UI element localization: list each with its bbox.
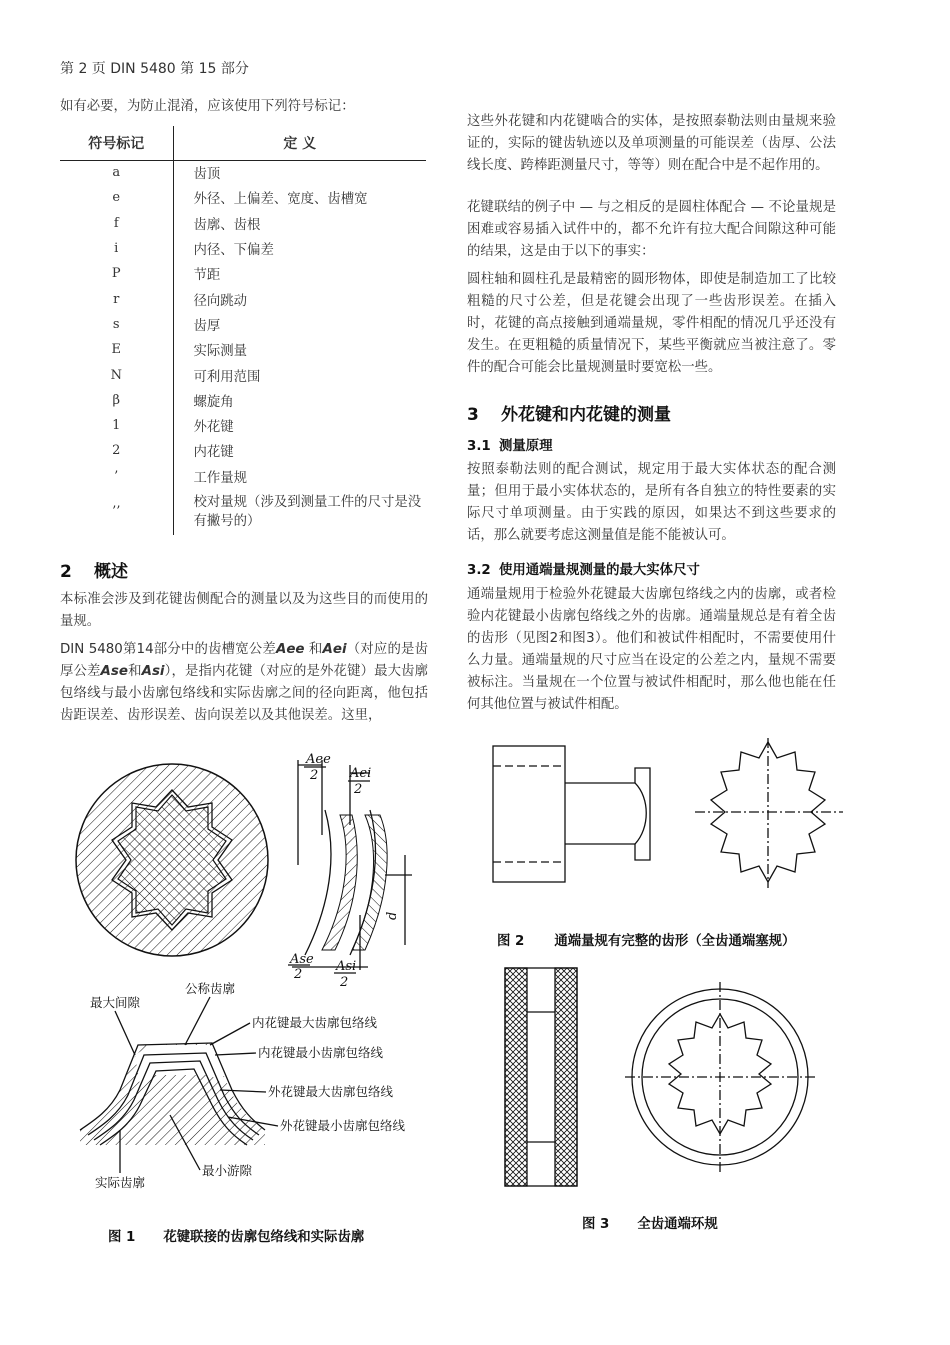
symbol-aee: Aee [275, 642, 305, 657]
label-aei-denominator: 2 [354, 782, 363, 797]
definition-cell: 齿厚 [193, 318, 221, 334]
section-2-heading [60, 557, 128, 582]
label-max-clearance: 最大间隙 [90, 995, 141, 1010]
section-title: 外花键和内花键的测量 [501, 405, 671, 425]
table-row [60, 286, 426, 311]
figure-2-drawing [485, 738, 860, 888]
label-aee-denominator: 2 [310, 768, 319, 783]
figure-number: 图 3 [582, 1217, 610, 1232]
label-aee: Aee [306, 752, 331, 767]
figure-number: 图 1 [108, 1230, 136, 1245]
definition-cell: 螺旋角 [193, 394, 234, 410]
ring-gauge-end-view [625, 982, 815, 1172]
definition-cell: 外花键 [193, 420, 234, 436]
definition-cell: 内径、下偏差 [193, 243, 274, 259]
table-row [60, 337, 426, 362]
subsection-number: 3.2 [467, 563, 491, 578]
table-row [60, 438, 426, 463]
label-aei: Aei [350, 766, 372, 781]
figure-caption-text: 通端量规有完整的齿形（全齿通端塞规） [554, 934, 796, 949]
symbol-cell: s [60, 312, 173, 337]
text-run: 和 [304, 642, 323, 657]
section-number: 3 [467, 405, 479, 425]
figure-2-caption [497, 930, 795, 949]
section-3-2-paragraph: 通端量规用于检验外花键最大齿廓包络线之内的齿廓，或者检验内花键最小齿廓包络线之外的齿廓。通端量规总是有着全齿的齿形（见图2和图3）。他们和被试件相配时，不需要使用什么力量。通端量规的尺寸应当在设定的公差之内，量规不需要被标注。当量规在一个位置与被试件相配时，那么他也能在任何其他位置与被试件相配。 [467, 587, 836, 712]
definition-cell: 径向跳动 [193, 293, 248, 309]
table-row [60, 312, 426, 337]
symbol-cell: E [60, 337, 173, 362]
table-row [60, 489, 426, 535]
section-2-paragraph-1: 本标准会涉及到花键齿侧配合的测量以及为这些目的而使用的量规。 [60, 592, 428, 629]
table-row [60, 413, 426, 438]
symbol-cell: f [60, 211, 173, 236]
symbol-cell: N [60, 362, 173, 387]
symbol-cell: e [60, 185, 173, 210]
table-row [60, 211, 426, 236]
symbol-cell: 1 [60, 413, 173, 438]
section-number: 2 [60, 562, 72, 582]
table-row [60, 464, 426, 489]
right-paragraph-2: 花键联结的例子中 — 与之相反的是圆柱体配合 — 不论量规是困难或容易插入试件中的，都不允许有拉大配合间隙这种可能的结果，这是由于以下的事实： [467, 200, 836, 259]
figure-3-caption [582, 1213, 718, 1232]
section-2-paragraph-2 [60, 639, 428, 727]
label-asi-denominator: 2 [340, 975, 349, 990]
section-3-1-heading [467, 435, 553, 454]
label-internal-min-envelope: 内花键最小齿廓包络线 [258, 1045, 384, 1060]
table-row [60, 261, 426, 286]
subsection-title: 使用通端量规测量的最大实体尺寸 [499, 563, 700, 578]
table-row [60, 185, 426, 210]
definition-column-header: 定 义 [173, 126, 426, 160]
text-run: （对应的是齿厚公差 [60, 642, 428, 679]
ring-gauge-side-view [505, 968, 577, 1186]
figure-3-drawing [495, 962, 840, 1192]
symbol-cell: ’ [60, 464, 173, 489]
symbol-ase: Ase [100, 664, 128, 679]
label-internal-max-envelope: 内花键最大齿廓包络线 [252, 1015, 378, 1030]
symbol-cell: 2 [60, 438, 173, 463]
page-header: 第 2 页 DIN 5480 第 15 部分 [60, 61, 249, 77]
definition-cell: 可利用范围 [193, 369, 261, 385]
definition-cell: 外径、上偏差、宽度、齿槽宽 [193, 192, 368, 208]
table-row [60, 160, 426, 185]
table-row [60, 236, 426, 261]
table-row [60, 388, 426, 413]
subsection-title: 测量原理 [499, 439, 553, 454]
definition-cell: 实际测量 [193, 344, 248, 360]
label-nominal-profile: 公称齿廓 [185, 981, 236, 996]
label-ase-denominator: 2 [294, 967, 303, 982]
symbol-cell: a [60, 160, 173, 185]
definition-cell: 齿廓、齿根 [193, 217, 261, 233]
figure-caption-text: 全齿通端环规 [637, 1217, 718, 1232]
label-actual-profile: 实际齿廓 [95, 1175, 146, 1190]
tooth-detail-view [288, 752, 412, 990]
definition-cell: 工作量规 [193, 470, 248, 486]
text-run: DIN 5480第14部分中的齿槽宽公差 [60, 642, 276, 657]
section-title: 概述 [94, 562, 128, 582]
definition-cell: 节距 [193, 268, 221, 284]
figure-caption-text: 花键联接的齿廓包络线和实际齿廓 [163, 1230, 365, 1245]
section-3-2-heading [467, 559, 700, 578]
definition-cell: 校对量规（涉及到测量工件的尺寸是没有撇号的） [193, 494, 422, 529]
label-d: d [385, 911, 400, 920]
text-run: 和 [127, 664, 142, 679]
symbol-column-header: 符号标记 [60, 126, 173, 160]
definition-cell: 齿顶 [193, 167, 221, 183]
right-paragraph-3: 圆柱轴和圆柱孔是最精密的圆形物体，即使是制造加工了比较粗糙的尺寸公差，但是花键会出现了一些齿形误差。在插入时，花键的高点接触到通端量规，零件相配的情况几乎还没有发生。在更粗糙的质量情况下，某些平衡就应当被注意了。零件的配合可能会比量规测量时要宽松一些。 [467, 272, 836, 375]
table-row [60, 362, 426, 387]
figure-number: 图 2 [497, 934, 525, 949]
text-run: ），是指内花键（对应的是外花键）最大齿廓包络线与最小齿廓包络线和实际齿廓之间的径向距离，他包括齿距误差、齿形误差、齿向误差以及其他误差。这里， [60, 664, 429, 723]
label-ase: Ase [290, 952, 314, 967]
section-3-heading [467, 400, 671, 425]
symbol-cell: r [60, 286, 173, 311]
label-external-min-envelope: 外花键最小齿廓包络线 [280, 1118, 406, 1133]
symbol-cell: P [60, 261, 173, 286]
symbol-cell: i [60, 236, 173, 261]
subsection-number: 3.1 [467, 439, 491, 454]
symbol-table [60, 126, 426, 535]
intro-text: 如有必要，为防止混淆，应该使用下列符号标记： [60, 99, 355, 114]
symbol-cell: ’’ [60, 489, 173, 535]
symbol-cell: β [60, 388, 173, 413]
symbol-asi: Asi [141, 664, 165, 679]
label-external-max-envelope: 外花键最大齿廓包络线 [268, 1084, 394, 1099]
label-asi: Asi [336, 959, 357, 974]
figure-1-caption [108, 1226, 364, 1245]
definition-cell: 内花键 [193, 445, 234, 461]
envelope-diagram [80, 981, 406, 1190]
spline-section-view [76, 764, 268, 956]
symbol-aei: Aei [322, 642, 347, 657]
section-3-1-paragraph: 按照泰勒法则的配合测试，规定用于最大实体状态的配合测量；但用于最小实体状态的，是所有各自独立的特性要素的实际尺寸单项测量。由于实践的原因，如果达不到这些要求的话，那么就要考虑这测量值是能不能被认可。 [467, 462, 836, 543]
plug-gauge-side-view [493, 746, 650, 882]
figure-1-drawing [60, 745, 440, 1200]
right-paragraph-1: 这些外花键和内花键啮合的实体，是按照泰勒法则由量规来验证的，实际的键齿轨迹以及单项测量的可能误差（齿厚、公法线长度、跨棒距测量尺寸，等等）则在配合中是不起作用的。 [467, 114, 836, 173]
label-min-clearance: 最小游隙 [202, 1163, 253, 1178]
plug-gauge-end-view [695, 738, 843, 888]
